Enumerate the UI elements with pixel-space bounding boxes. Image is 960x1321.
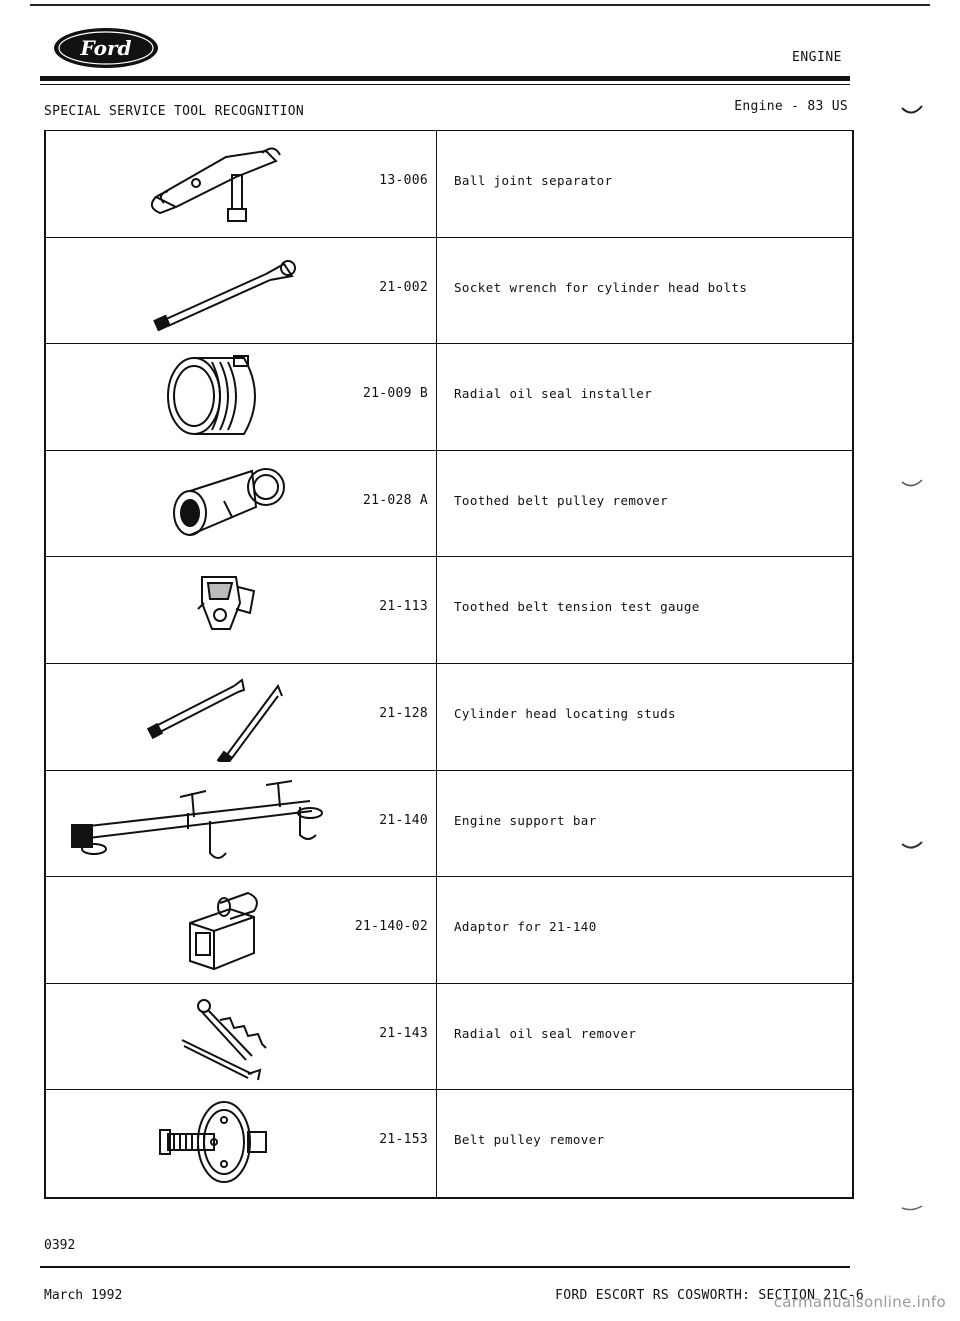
seal-remover-icon (116, 990, 326, 1082)
adaptor-icon (116, 883, 326, 975)
tool-number: 21-028 A (362, 492, 428, 508)
engine-reference: Engine - 83 US (734, 99, 848, 114)
table-row (46, 984, 852, 1091)
tool-description: Socket wrench for cylinder head bolts (454, 279, 748, 295)
locating-studs-icon (116, 670, 326, 762)
engine-support-bar-icon (60, 777, 340, 869)
page-code: 0392 (44, 1238, 76, 1253)
table-row (46, 877, 852, 984)
header-rule-thin (40, 84, 850, 85)
column-divider (436, 877, 437, 983)
table-row (46, 344, 852, 451)
pulley-remover-icon (116, 457, 326, 549)
column-divider (436, 451, 437, 557)
table-row (46, 557, 852, 664)
publication-date: March 1992 (44, 1288, 123, 1303)
table-row (46, 238, 852, 345)
margin-tick-icon (900, 478, 924, 490)
tool-number: 21-140-02 (354, 919, 428, 935)
margin-tick-icon (900, 840, 924, 852)
ford-logo-text: Ford (80, 36, 132, 60)
tool-number: 21-153 (379, 1132, 428, 1148)
section-label: ENGINE (792, 50, 842, 65)
page-title: SPECIAL SERVICE TOOL RECOGNITION (44, 104, 305, 119)
tool-description: Radial oil seal remover (454, 1025, 637, 1041)
column-divider (436, 238, 437, 344)
column-divider (436, 984, 437, 1090)
tool-description: Cylinder head locating studs (454, 705, 676, 721)
footer-rule (40, 1266, 850, 1268)
table-row (46, 131, 852, 238)
seal-installer-icon (116, 350, 326, 442)
watermark: carmanualsonline.info (773, 1293, 946, 1311)
tool-number: 13-006 (379, 173, 428, 188)
tool-number: 21-128 (379, 705, 428, 721)
column-divider (436, 771, 437, 877)
tool-description: Toothed belt tension test gauge (454, 599, 700, 615)
tool-description: Radial oil seal installer (454, 386, 653, 402)
ball-joint-separator-icon (116, 137, 326, 229)
column-divider (436, 344, 437, 450)
column-divider (436, 1090, 437, 1197)
tool-description: Ball joint separator (454, 173, 613, 188)
tool-description: Toothed belt pulley remover (454, 492, 668, 508)
table-row (46, 451, 852, 558)
socket-wrench-icon (116, 244, 326, 336)
tool-table (44, 130, 854, 1199)
header-rule (40, 76, 850, 81)
column-divider (436, 557, 437, 663)
ford-logo (52, 26, 160, 70)
tool-description: Adaptor for 21-140 (454, 919, 597, 935)
tool-description: Belt pulley remover (454, 1132, 605, 1148)
tool-number: 21-002 (379, 279, 428, 295)
margin-tick-icon (900, 104, 924, 116)
column-divider (436, 664, 437, 770)
table-row (46, 664, 852, 771)
tool-number: 21-140 (379, 812, 428, 828)
tool-number: 21-009 B (362, 386, 428, 402)
tool-number: 21-143 (379, 1025, 428, 1041)
table-row (46, 771, 852, 878)
manual-reference: FORD ESCORT RS COSWORTH: SECTION 21C-6 (555, 1288, 864, 1303)
column-divider (436, 131, 437, 237)
belt-pulley-remover-icon (116, 1096, 326, 1188)
tool-number: 21-113 (379, 599, 428, 615)
tool-description: Engine support bar (454, 812, 597, 828)
top-border-rule (30, 4, 930, 6)
tension-gauge-icon (116, 563, 326, 655)
margin-tick-icon (900, 1202, 924, 1214)
table-row (46, 1090, 852, 1197)
